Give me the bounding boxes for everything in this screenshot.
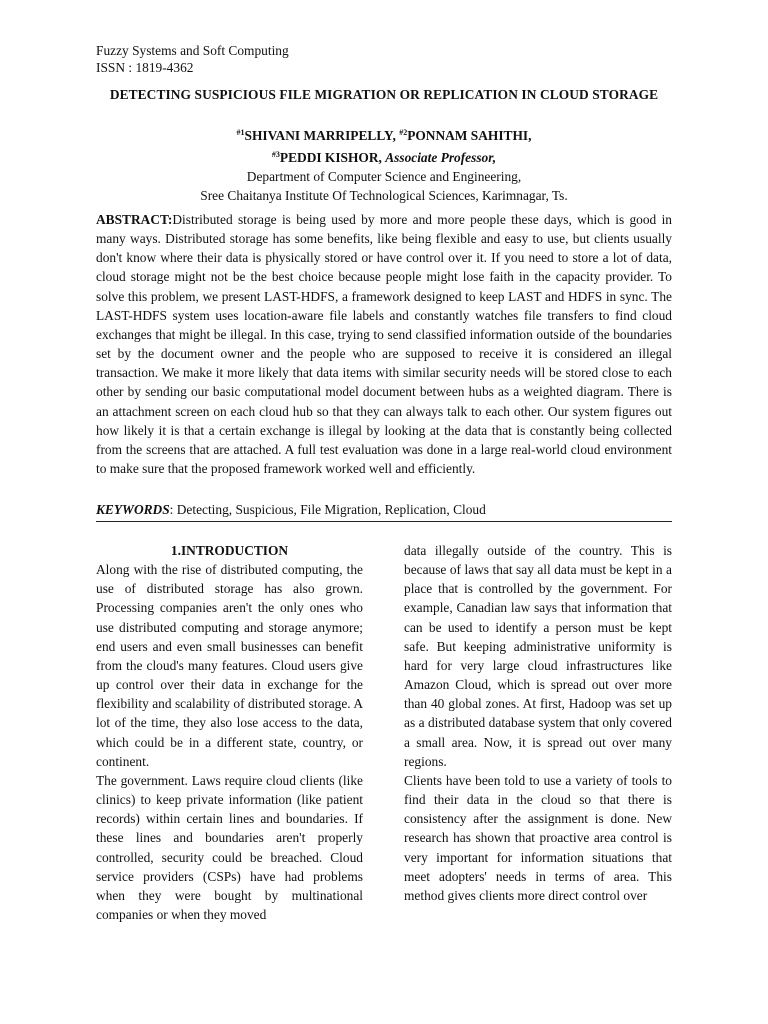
author-department: Department of Computer Science and Engineering, [246, 169, 522, 184]
abstract-text: Distributed storage is being used by more and more people these days, which is good in many ways. Distributed storage has some benefits, like being flexible and easy to use, but clients usually don't know where their data is physically stored or have control over it. If you need to store a lot of data, cloud storage might not be the best choice because people might lose faith in the capacity provider. To solve this problem, we present LAST-HDFS, a framework designed to keep LAST and HDFS in sync. The LAST-HDFS system uses location-aware file labels and constantly watches file transfers to find cloud exchanges that might be illegal. In this case, trying to send classified information outside of the boundaries set by the document owner and the people who are supposed to receive it is considered an illegal transaction. We make it more likely that data items with similar security needs will be stored close to each other by sending our basic computational model document between hubs as a weighted diagram. There is an attachment screen on each cloud hub so that they can always talk to each other. Our system figures out how likely it is that a certain exchange is illegal by looking at the data that is constantly being collected from the screens that are attached. A full test evaluation was done in a large real-world cloud environment to make sure that the proposed framework worked well and efficiently. [96, 212, 672, 477]
author-2-mark: #2 [399, 128, 408, 137]
author-2-name: PONNAM SAHITHI, [407, 128, 532, 143]
author-institute: Sree Chaitanya Institute Of Technological Sciences, Karimnagar, Ts. [200, 188, 568, 203]
keywords-text: : Detecting, Suspicious, File Migration, Replication, Cloud [169, 502, 486, 517]
paragraph: Clients have been told to use a variety of tools to find their data in the cloud so that there is consistency after the assignment is done. New research has shown that proactive area control is very important for information situations that meet adopters' needs in terms of area. This method gives clients more direct control over [404, 772, 672, 903]
paragraph: The government. Laws require cloud clients (like clinics) to keep private information (like patient records) within certain lines and boundaries. If these lines and boundaries aren't properly controlled, security could be breached. Cloud service providers (CSPs) have had problems when they were bought by multinational companies or when they moved [96, 772, 363, 922]
author-block [0, 123, 768, 205]
journal-header [96, 42, 289, 76]
author-3-role: Associate Professor, [385, 150, 497, 165]
author-line-1 [0, 123, 768, 145]
journal-issn: ISSN : 1819-4362 [96, 60, 194, 75]
paragraph: data illegally outside of the country. This is because of laws that say all data must be kept in a place that is controlled by the government. For example, Canadian law says that information that can be used to identify a person must be kept safe. But keeping administrative uniformity is hard for very large cloud infrastructures like Amazon Cloud, which is spread out over more than 40 global zones. At first, Hadoop was set up as a distributed database system that only covered a small area. Now, it is spread out over many regions. [404, 543, 672, 769]
author-3-mark: #3 [271, 150, 280, 159]
section-divider [96, 521, 672, 522]
section-heading-introduction: 1.INTRODUCTION [170, 543, 289, 558]
paper-title: DETECTING SUSPICIOUS FILE MIGRATION OR REPLICATION IN CLOUD STORAGE [109, 87, 659, 102]
paragraph: Along with the rise of distributed computing, the use of distributed storage has also grown. Processing companies aren't the only ones who use distributed computing and storage anymore; end users and even small businesses can benefit from the cloud's many features. Cloud users give up control over their data in exchange for the flexibility and scalability of distributed storage. A lot of the time, they also lose access to the data, which could be in a different state, country, or continent. [96, 562, 363, 769]
journal-name: Fuzzy Systems and Soft Computing [96, 43, 289, 58]
author-1-mark: #1 [236, 128, 245, 137]
author-3-name: PEDDI KISHOR, [279, 150, 382, 165]
keywords-label: KEYWORDS [96, 502, 170, 517]
author-line-2 [0, 145, 768, 167]
keywords-section [96, 500, 672, 519]
abstract-section [96, 210, 672, 478]
abstract-label: ABSTRACT: [96, 212, 173, 227]
author-1-name: SHIVANI MARRIPELLY, [244, 128, 396, 143]
right-column [404, 541, 672, 905]
left-column [96, 541, 363, 924]
